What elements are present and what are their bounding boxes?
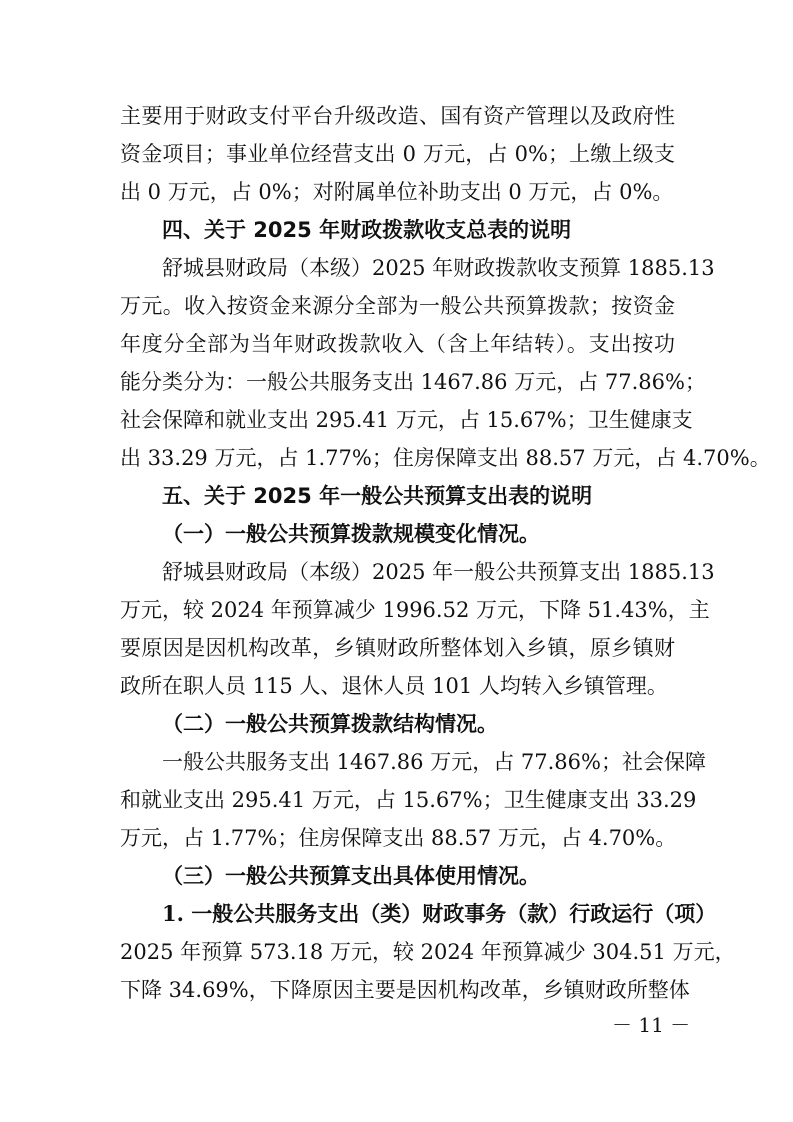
paragraph-line: 出 33.29 万元，占 1.77%；住房保障支出 88.57 万元，占 4.70%。 [120, 446, 771, 470]
paragraph-line: 和就业支出 295.41 万元，占 15.67%；卫生健康支出 33.29 [120, 788, 697, 812]
subsection-heading-2: （二）一般公共预算拨款结构情况。 [162, 711, 498, 736]
paragraph-line: 一般公共服务支出 1467.86 万元，占 77.86%；社会保障 [162, 750, 706, 774]
paragraph-line: 万元。收入按资金来源分全部为一般公共预算拨款；按资金 [120, 294, 675, 318]
paragraph-line: 万元，较 2024 年预算减少 1996.52 万元，下降 51.43%，主 [120, 598, 710, 622]
paragraph-line: 2025 年预算 573.18 万元，较 2024 年预算减少 304.51 万元， [120, 940, 736, 964]
section-heading-5: 五、关于 2025 年一般公共预算支出表的说明 [162, 484, 593, 508]
paragraph-line: 资金项目；事业单位经营支出 0 万元，占 0%；上缴上级支 [120, 142, 675, 166]
paragraph-line: 政所在职人员 115 人、退休人员 101 人均转入乡镇管理。 [120, 674, 668, 698]
subsection-heading-3: （三）一般公共预算支出具体使用情况。 [162, 863, 540, 888]
paragraph-line: 下降 34.69%，下降原因主要是因机构改革，乡镇财政所整体 [120, 978, 690, 1002]
item-heading-1: 1. 一般公共服务支出（类）财政事务（款）行政运行（项） [162, 901, 717, 926]
paragraph-line: 万元，占 1.77%；住房保障支出 88.57 万元，占 4.70%。 [120, 826, 677, 850]
paragraph-line: 年度分全部为当年财政拨款收入（含上年结转）。支出按功 [120, 332, 675, 356]
paragraph-line: 舒城县财政局（本级）2025 年一般公共预算支出 1885.13 [162, 560, 715, 584]
paragraph-line: 能分类分为：一般公共服务支出 1467.86 万元，占 77.86%； [120, 370, 706, 394]
page-number: － 11 － [612, 1013, 691, 1037]
paragraph-line: 主要用于财政支付平台升级改造、国有资产管理以及政府性 [120, 104, 675, 128]
subsection-heading-1: （一）一般公共预算拨款规模变化情况。 [162, 521, 540, 546]
paragraph-line: 出 0 万元，占 0%；对附属单位补助支出 0 万元，占 0%。 [120, 180, 674, 204]
paragraph-line: 要原因是因机构改革，乡镇财政所整体划入乡镇，原乡镇财 [120, 636, 675, 660]
paragraph-line: 社会保障和就业支出 295.41 万元，占 15.67%；卫生健康支 [120, 408, 693, 432]
section-heading-4: 四、关于 2025 年财政拨款收支总表的说明 [162, 218, 572, 242]
paragraph-line: 舒城县财政局（本级）2025 年财政拨款收支预算 1885.13 [162, 256, 715, 280]
